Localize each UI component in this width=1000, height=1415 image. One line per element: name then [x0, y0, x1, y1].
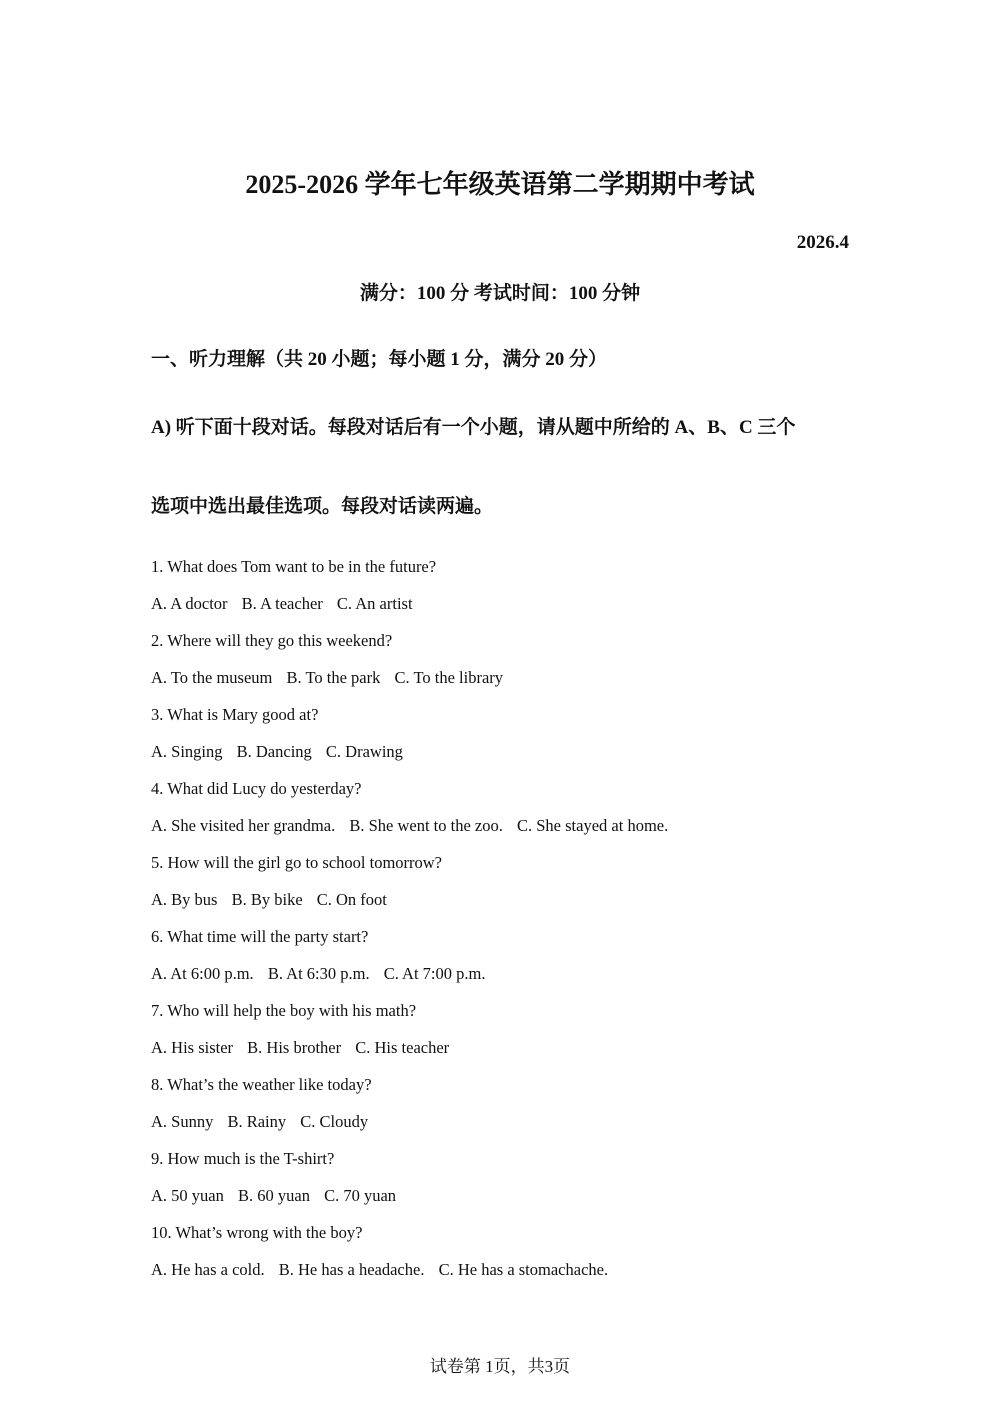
option-c: C. She stayed at home.: [517, 816, 669, 835]
option-c: C. 70 yuan: [324, 1186, 397, 1205]
option-a: A. To the museum: [151, 668, 273, 687]
exam-info: 满分：100 分 考试时间：100 分钟: [359, 283, 641, 304]
option-b: B. 60 yuan: [238, 1186, 310, 1205]
option-b: B. By bike: [231, 890, 303, 909]
option-c: C. To the library: [394, 668, 504, 687]
option-a: A. A doctor: [151, 594, 228, 613]
question-text: 7. Who will help the boy with his math?: [151, 1001, 417, 1020]
answer-options: [151, 955, 851, 992]
question-list: [151, 548, 851, 1288]
exam-date: 2026.4: [796, 232, 849, 253]
option-b: B. To the park: [286, 668, 381, 687]
option-a: A. Singing: [151, 742, 223, 761]
question-text: 1. What does Tom want to be in the future?: [151, 557, 437, 576]
question-text: 10. What’s wrong with the boy?: [151, 1223, 363, 1242]
section-heading-listening: 一、听力理解（共 20 小题；每小题 1 分，满分 20 分）: [151, 349, 608, 370]
option-c: C. On foot: [316, 890, 387, 909]
option-b: B. At 6:30 p.m.: [267, 964, 370, 983]
question-text: 5. How will the girl go to school tomorrow?: [151, 853, 443, 872]
answer-options: [151, 1103, 851, 1140]
question-text: 8. What’s the weather like today?: [151, 1075, 372, 1094]
option-b: B. She went to the zoo.: [349, 816, 503, 835]
option-c: C. His teacher: [355, 1038, 450, 1057]
answer-options: [151, 1029, 851, 1066]
option-a: A. He has a cold.: [151, 1260, 265, 1279]
option-c: C. An artist: [336, 594, 413, 613]
option-a: A. She visited her grandma.: [151, 816, 336, 835]
option-b: B. A teacher: [241, 594, 323, 613]
page-title: 2025-2026 学年七年级英语第二学期期中考试: [245, 170, 755, 199]
option-a: A. By bus: [151, 890, 218, 909]
question-text: 6. What time will the party start?: [151, 927, 369, 946]
option-a: A. At 6:00 p.m.: [151, 964, 254, 983]
option-c: C. At 7:00 p.m.: [383, 964, 486, 983]
answer-options: [151, 1251, 851, 1288]
option-a: A. His sister: [151, 1038, 234, 1057]
answer-options: [151, 733, 851, 770]
question-text: 4. What did Lucy do yesterday?: [151, 779, 362, 798]
answer-options: [151, 1177, 851, 1214]
option-c: C. Cloudy: [300, 1112, 369, 1131]
option-b: B. He has a headache.: [278, 1260, 425, 1279]
option-b: B. His brother: [247, 1038, 342, 1057]
answer-options: [151, 585, 851, 622]
option-b: B. Rainy: [227, 1112, 287, 1131]
option-a: A. Sunny: [151, 1112, 214, 1131]
question-text: 2. Where will they go this weekend?: [151, 631, 393, 650]
answer-options: [151, 881, 851, 918]
option-b: B. Dancing: [236, 742, 312, 761]
answer-options: [151, 659, 851, 696]
option-c: C. Drawing: [325, 742, 403, 761]
section-instruction-line-2: 选项中选出最佳选项。每段对话读两遍。: [151, 496, 494, 517]
question-text: 3. What is Mary good at?: [151, 705, 319, 724]
question-text: 9. How much is the T-shirt?: [151, 1149, 335, 1168]
section-instruction-line-1: A) 听下面十段对话。每段对话后有一个小题，请从题中所给的 A、B、C 三个: [151, 417, 796, 438]
option-c: C. He has a stomachache.: [438, 1260, 609, 1279]
page-number-footer: 试卷第 1页，共3页: [429, 1357, 571, 1376]
option-a: A. 50 yuan: [151, 1186, 224, 1205]
answer-options: [151, 807, 851, 844]
